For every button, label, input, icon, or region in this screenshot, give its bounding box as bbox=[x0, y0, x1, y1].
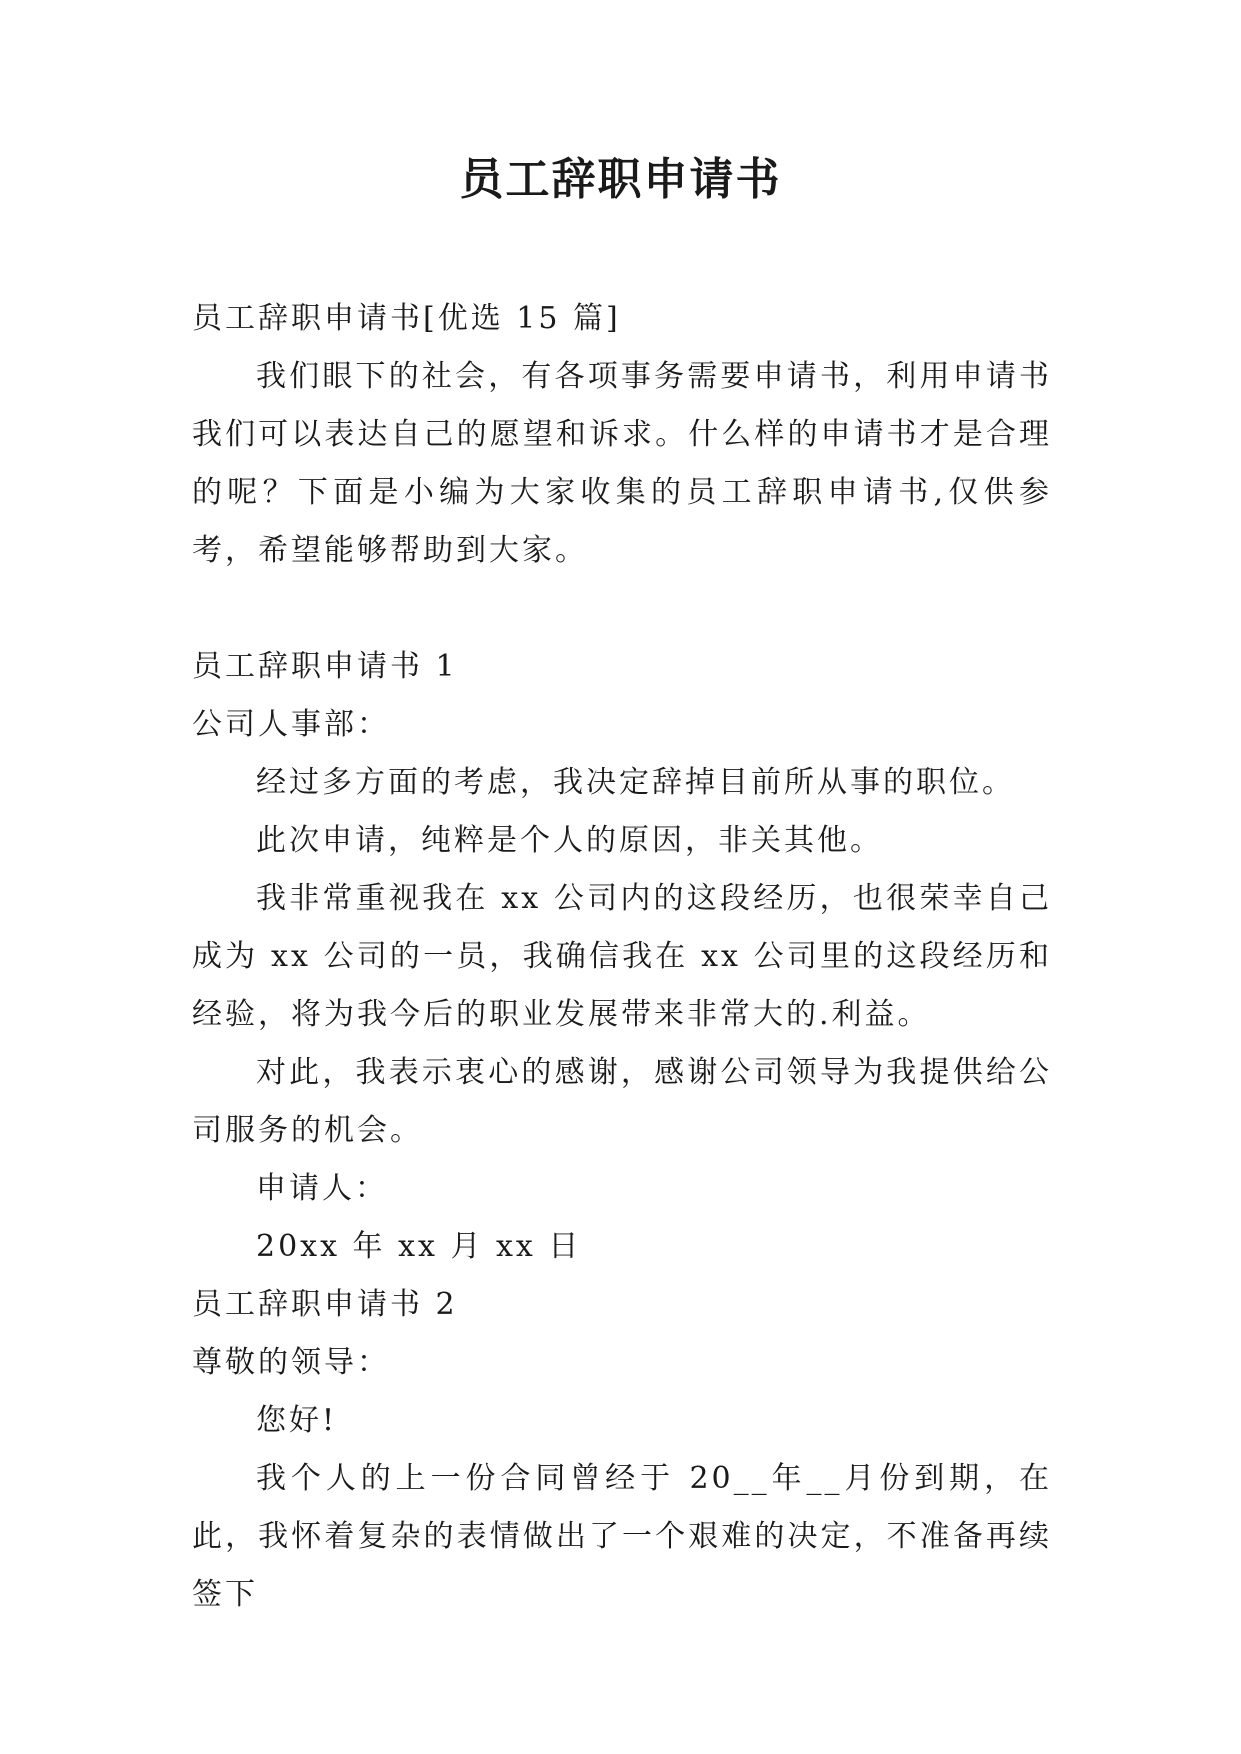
letter1-paragraph: 此次申请，纯粹是个人的原因，非关其他。 bbox=[256, 823, 883, 858]
letter1-paragraph: 我非常重视我在 xx 公司内的这段经历，也很荣幸自己成为 xx 公司的一员，我确信我在 xx 公司里的这段经历和经验，将为我今后的职业发展带来非常大的.利益。 bbox=[192, 881, 1052, 1032]
document-body bbox=[192, 290, 1052, 1624]
letter2-salutation: 尊敬的领导： bbox=[192, 1345, 390, 1380]
letter1-heading: 员工辞职申请书 1 bbox=[192, 649, 458, 684]
letter1-paragraph: 经过多方面的考虑，我决定辞掉目前所从事的职位。 bbox=[256, 765, 1015, 800]
letter1-salutation: 公司人事部： bbox=[192, 707, 390, 742]
letter2-heading: 员工辞职申请书 2 bbox=[192, 1287, 458, 1322]
letter2-paragraph: 我个人的上一份合同曾经于 20__年__月份到期，在此，我怀着复杂的表情做出了一个艰难的决定，不准备再续签下 bbox=[192, 1461, 1052, 1612]
subtitle: 员工辞职申请书[优选 15 篇] bbox=[192, 301, 621, 336]
letter1-paragraph: 对此，我表示衷心的感谢，感谢公司领导为我提供给公司服务的机会。 bbox=[192, 1055, 1052, 1148]
letter2-greeting: 您好! bbox=[256, 1403, 338, 1438]
intro-paragraph: 我们眼下的社会，有各项事务需要申请书，利用申请书我们可以表达自己的愿望和诉求。什么样的申请书才是合理的呢？下面是小编为大家收集的员工辞职申请书,仅供参考，希望能够帮助到大家。 bbox=[192, 359, 1052, 568]
letter1-applicant: 申请人： bbox=[256, 1171, 388, 1206]
document-title: 员工辞职申请书 bbox=[459, 154, 782, 205]
letter1-date: 20xx 年 xx 月 xx 日 bbox=[256, 1229, 582, 1264]
